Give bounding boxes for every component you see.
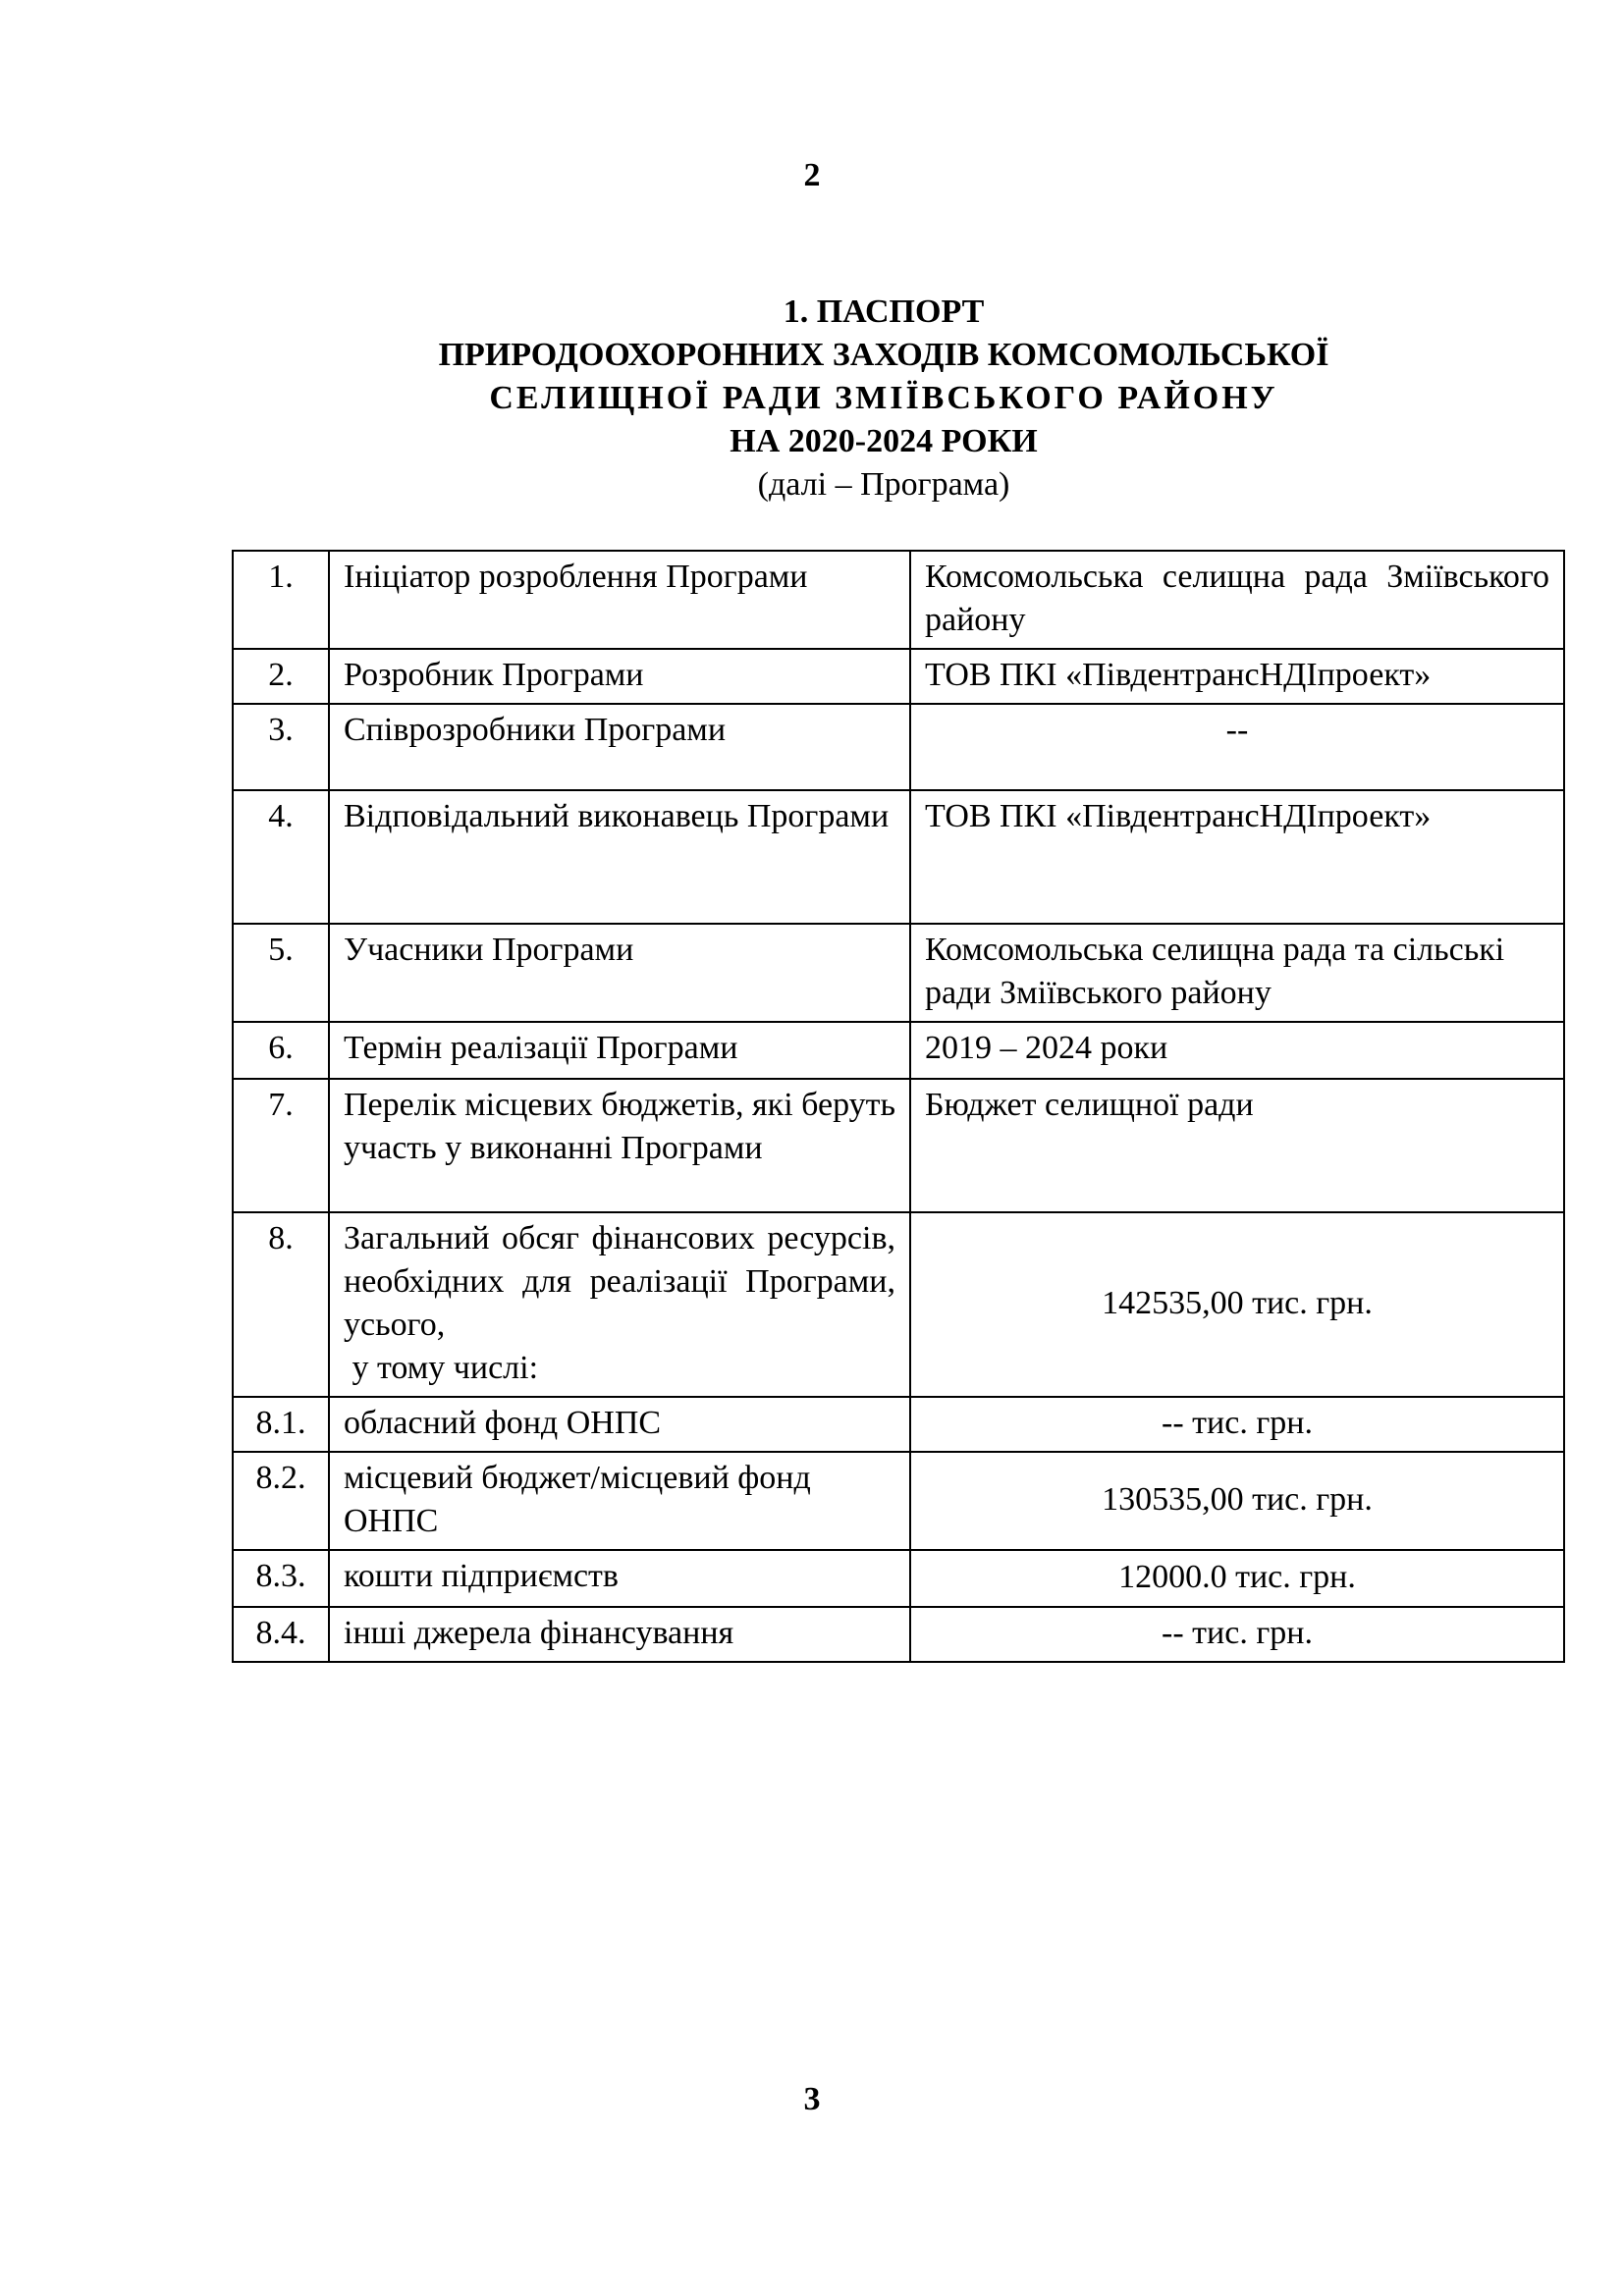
row-label: обласний фонд ОНПС: [329, 1397, 910, 1452]
row-label-cell: [329, 1212, 910, 1397]
row-value: 130535,00 тис. грн.: [910, 1452, 1564, 1550]
row-value: Комсомольська селищна рада Зміївського району: [910, 551, 1564, 649]
row-number: 8.2.: [233, 1452, 329, 1550]
row-label: інші джерела фінансування: [329, 1607, 910, 1662]
row-value: Бюджет селищної ради: [910, 1079, 1564, 1212]
row-label: Перелік місцевих бюджетів, які беруть участь у виконанні Програми: [329, 1079, 910, 1212]
table-row: [233, 790, 1564, 924]
row-number: 8.3.: [233, 1550, 329, 1607]
row-number: 8.: [233, 1212, 329, 1397]
row-value: ТОВ ПКІ «ПівдентрансНДІпроект»: [910, 790, 1564, 924]
row-label: Відповідальний виконавець Програми: [329, 790, 910, 924]
row-value: --: [910, 704, 1564, 790]
table-row: [233, 1607, 1564, 1662]
table-row: [233, 1550, 1564, 1607]
row-value: Комсомольська селищна рада та сільські ради Зміївського району: [910, 924, 1564, 1022]
table-row: [233, 551, 1564, 649]
row-number: 4.: [233, 790, 329, 924]
document-title: [295, 291, 1473, 507]
row-label: Загальний обсяг фінансових ресурсів, необхідних для реалізації Програми, усього,: [344, 1220, 895, 1343]
row-number: 5.: [233, 924, 329, 1022]
table-row: [233, 1079, 1564, 1212]
row-value: 2019 – 2024 роки: [910, 1022, 1564, 1079]
table-row: [233, 704, 1564, 790]
passport-table: [232, 550, 1565, 1663]
row-label: місцевий бюджет/місцевий фонд ОНПС: [329, 1452, 910, 1550]
row-label: Термін реалізації Програми: [329, 1022, 910, 1079]
table-row: [233, 649, 1564, 704]
row-number: 6.: [233, 1022, 329, 1079]
row-label: Розробник Програми: [329, 649, 910, 704]
row-number: 8.4.: [233, 1607, 329, 1662]
table-row: [233, 1452, 1564, 1550]
row-label: Ініціатор розроблення Програми: [329, 551, 910, 649]
table-row: [233, 924, 1564, 1022]
row-value: -- тис. грн.: [910, 1397, 1564, 1452]
row-label: Учасники Програми: [329, 924, 910, 1022]
row-number: 2.: [233, 649, 329, 704]
table-row: [233, 1212, 1564, 1397]
page-number-top: 2: [803, 157, 821, 193]
row-number: 7.: [233, 1079, 329, 1212]
title-line-1: 1. ПАСПОРТ: [783, 294, 985, 330]
row-value: 12000.0 тис. грн.: [910, 1550, 1564, 1607]
row-label: Співрозробники Програми: [329, 704, 910, 790]
title-subtitle: (далі – Програма): [757, 466, 1010, 503]
table-row: [233, 1397, 1564, 1452]
title-line-2: ПРИРОДООХОРОННИХ ЗАХОДІВ КОМСОМОЛЬСЬКОЇ: [438, 337, 1329, 373]
row-label-extra: у тому числі:: [344, 1350, 539, 1386]
row-number: 8.1.: [233, 1397, 329, 1452]
row-number: 3.: [233, 704, 329, 790]
row-value: -- тис. грн.: [910, 1607, 1564, 1662]
row-value: ТОВ ПКІ «ПівдентрансНДІпроект»: [910, 649, 1564, 704]
page-number-bottom: 3: [803, 2081, 821, 2117]
title-line-4: НА 2020-2024 РОКИ: [730, 423, 1038, 459]
title-line-3: СЕЛИЩНОЇ РАДИ ЗМІЇВСЬКОГО РАЙОНУ: [489, 380, 1278, 416]
row-value: 142535,00 тис. грн.: [910, 1212, 1564, 1397]
row-number: 1.: [233, 551, 329, 649]
table-row: [233, 1022, 1564, 1079]
row-label: кошти підприємств: [329, 1550, 910, 1607]
